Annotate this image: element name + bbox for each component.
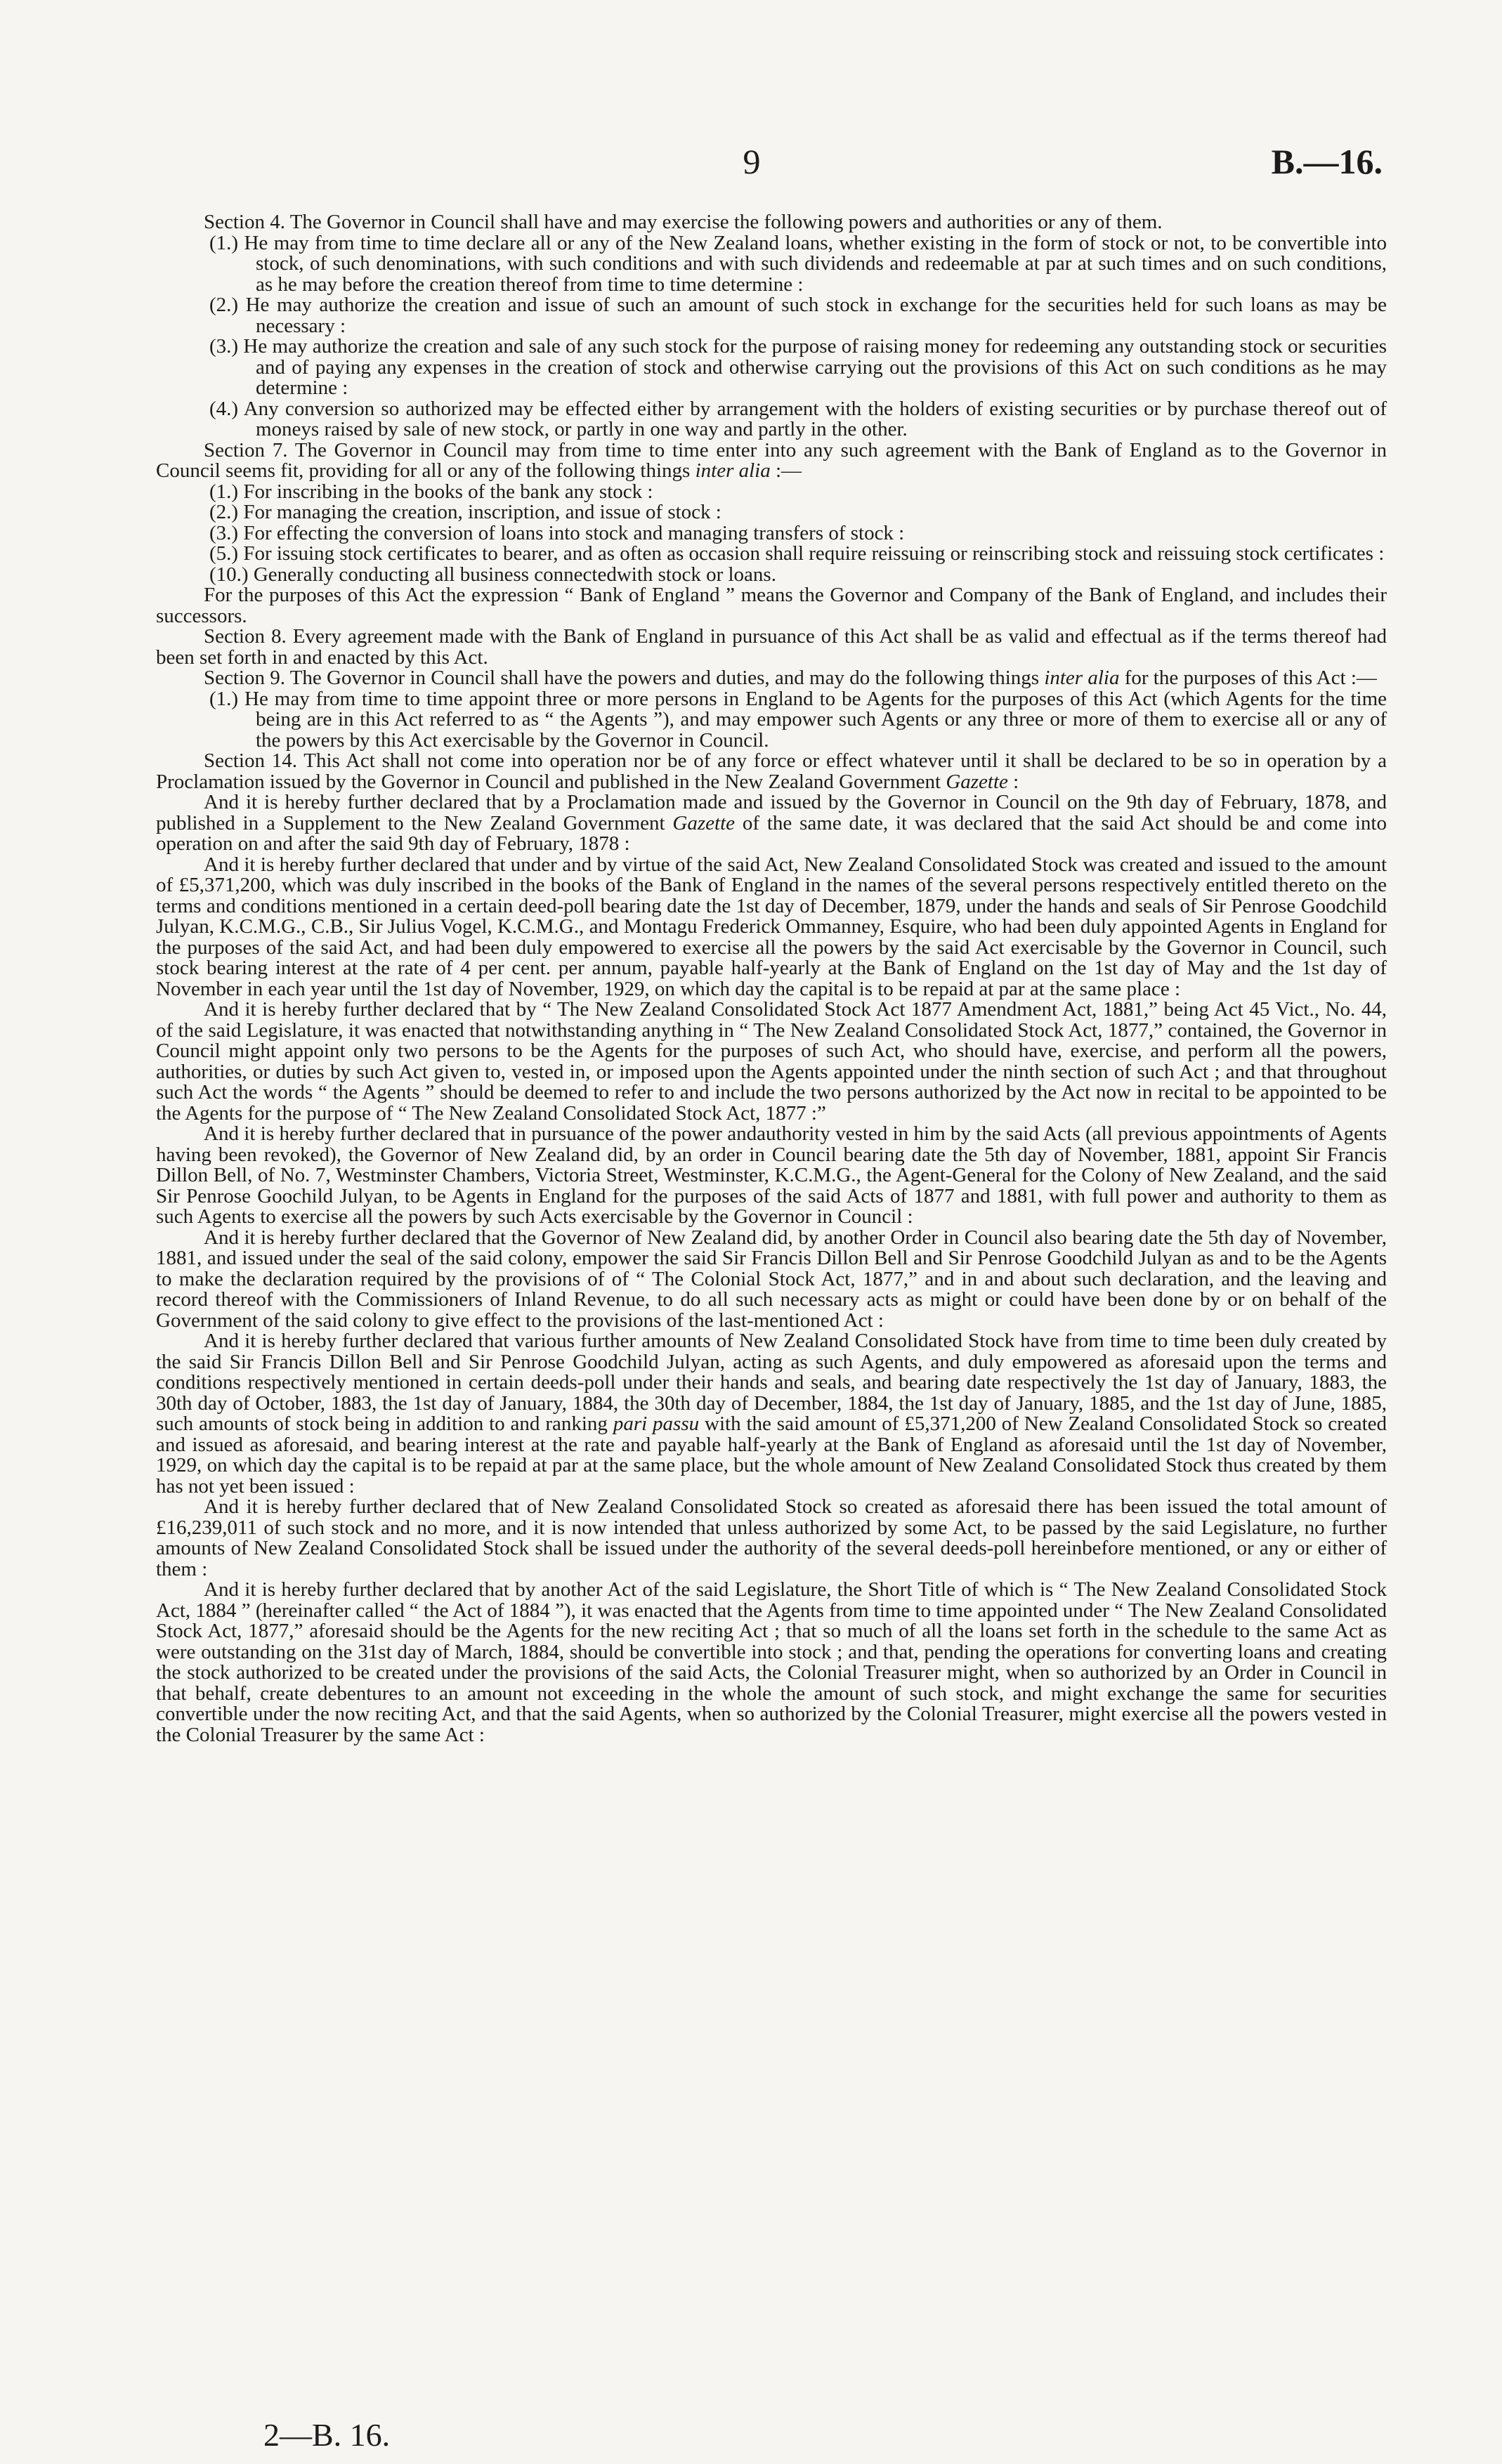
paragraph-text: (3.) He may authorize the creation and sale of any such stock for the purpose of raising money for redeeming any outstanding stock or securities and of paying any expenses in the creation of stock and otherwise carrying out the provisions of this Act on such conditions as he may determine :: [209, 335, 1387, 399]
paragraph-text: And it is hereby further declared that various further amounts of New Zealand Consolidated Stock have from time to time been duly created by the said Sir Francis Dillon Bell and Sir Penrose Goodchild Julyan, acting as such Agents, and duly empowered as aforesaid upon the terms and conditions respectively mentioned in certain deeds-poll under their hands and seals, and bearing date respectively the 1st day of January, 1883, the 30th day of October, 1883, the 1st day of January, 1884, the 30th day of December, 1884, the 1st day of January, 1885, and the 1st day of June, 1885, such amounts of stock being in addition to and ranking: [156, 1330, 1387, 1435]
paragraph: [156, 668, 1387, 689]
paragraph: [156, 440, 1387, 482]
subsection-clause: [156, 544, 1387, 565]
paragraph: [156, 1580, 1387, 1745]
paragraph-text: Section 14. This Act shall not come into operation nor be of any force or effect whatever until it shall be declared to be so in operation by a Proclamation issued by the Governor in Council and published in the New Zealand Government: [156, 749, 1387, 793]
paragraph: [156, 1331, 1387, 1497]
sheet-signature: 2—B. 16.: [263, 2417, 391, 2453]
paragraph-text: (3.) For effecting the conversion of loans into stock and managing transfers of stock :: [209, 521, 905, 544]
paragraph: [156, 1228, 1387, 1332]
paragraph-text: And it is hereby further declared that by a Proclamation made and issued by the Governor in Council on the 9th day of February, 1878, and published in a Supplement to the New Zealand Government: [156, 791, 1387, 834]
paragraph: [156, 212, 1387, 233]
paragraph-text: (1.) For inscribing in the books of the bank any stock :: [209, 480, 653, 503]
subsection-clause: [156, 689, 1387, 752]
italic-term: pari passu: [613, 1413, 700, 1435]
paragraph-text-continued: with the said amount of £5,371,200 of New Zealand Consolidated Stock so created and issued as aforesaid, and bearing interest at the rate and payable half-yearly at the Bank of England as aforesaid until the 1st day of November, 1929, on which day the capital is to be repaid at par at the same place, but the whole amount of New Zealand Consolidated Stock thus created by them has not yet been issued :: [156, 1413, 1387, 1498]
paragraph-text: And it is hereby further declared that of New Zealand Consolidated Stock so created as aforesaid there has been issued the total amount of £16,239,011 of such stock and no more, and it is now intended that unless authorized by some Act, to be passed by the said Legislature, no further amounts of New Zealand Consolidated Stock shall be issued under the authority of the several deeds-poll hereinbefore mentioned, or any or either of them :: [156, 1495, 1387, 1580]
subsection-clause: [156, 233, 1387, 296]
paragraph-text: Section 9. The Governor in Council shall have the powers and duties, and may do the following things: [204, 667, 1040, 689]
subsection-clause: [156, 482, 1387, 503]
paragraph-text: (5.) For issuing stock certificates to bearer, and as often as occasion shall require reissuing or reinscribing stock and reissuing stock certificates :: [209, 542, 1385, 565]
page-number: 9: [743, 142, 761, 181]
paragraph-text: (10.) Generally conducting all business connectedwith stock or loans.: [209, 563, 776, 586]
paragraph-text: And it is hereby further declared that under and by virtue of the said Act, New Zealand Consolidated Stock was created and issued to the amount of £5,371,200, which was duly inscribed in the books of the Bank of England in the names of the several persons respectively entitled thereto on the terms and conditions mentioned in a certain deed-poll bearing date the 1st day of December, 1879, under the hands and seals of Sir Penrose Goodchild Julyan, K.C.M.G., C.B., Sir Julius Vogel, K.C.M.G., and Montagu Frederick Ommanney, Esquire, who had been duly appointed Agents in England for the purposes of the said Act, and had been duly empowered to exercise all the powers by the said Act exercisable by the Governor in Council, such stock bearing interest at the rate of 4 per cent. per annum, payable half-yearly at the Bank of England on the 1st day of May and the 1st day of November in each year until the 1st day of November, 1929, on which day the capital is to be repaid at par at the same place :: [156, 853, 1387, 1000]
paragraph-text: (2.) He may authorize the creation and issue of such an amount of such stock in exchange for the securities held for such loans as may be necessary :: [209, 294, 1387, 337]
italic-term: Gazette: [946, 770, 1008, 793]
italic-term: inter alia: [1044, 667, 1120, 689]
paragraph: [156, 627, 1387, 668]
paragraph: [156, 1497, 1387, 1580]
paragraph-text: (4.) Any conversion so authorized may be effected either by arrangement with the holders of existing securities or by purchase thereof out of moneys raised by sale of new stock, or partly in one way and partly in the other.: [209, 397, 1387, 440]
paragraph-text: (1.) He may from time to time declare all or any of the New Zealand loans, whether existing in the form of stock or not, to be convertible into stock, of such denominations, with such conditions and with such dividends and redeemable at par at such times and on such conditions, as he may before the creation thereof from time to time determine :: [209, 231, 1387, 296]
paragraph-text-continued: of the same date, it was declared that the said Act should be and come into operation on and after the said 9th day of February, 1878 :: [156, 811, 1387, 855]
paragraph: [156, 855, 1387, 1000]
italic-term: Gazette: [672, 811, 735, 834]
document-body: [156, 212, 1387, 1745]
paragraph-text-continued: :—: [770, 459, 802, 482]
paragraph-text: And it is hereby further declared that by “ The New Zealand Consolidated Stock Act 1877 Amendment Act, 1881,” being Act 45 Vict., No. 44, of the said Legislature, it was enacted that notwithstanding anything in “ The New Zealand Consolidated Stock Act, 1877,” contained, the Governor in Council might appoint only two persons to be the Agents for the purposes of such Act, who should have, exercise, and perform all the powers, authorities, or duties by such Act given to, vested in, or imposed upon the Agents appointed under the ninth section of such Act ; and that throughout such Act the words “ the Agents ” should be deemed to refer to and include the two persons authorized by the Act now in recital to be appointed to be the Agents for the purpose of “ The New Zealand Consolidated Stock Act, 1877 :”: [156, 998, 1387, 1125]
paragraph: [156, 585, 1387, 627]
subsection-clause: [156, 295, 1387, 336]
subsection-clause: [156, 523, 1387, 544]
paragraph-text: Section 4. The Governor in Council shall have and may exercise the following powers and authorities or any of them.: [204, 211, 1163, 233]
paragraph: [156, 792, 1387, 855]
paragraph: [156, 1000, 1387, 1124]
paragraph-text-continued: for the purposes of this Act :—: [1119, 667, 1377, 689]
paragraph: [156, 1124, 1387, 1228]
paragraph: [156, 751, 1387, 792]
paragraph-text: Section 7. The Governor in Council may from time to time enter into any such agreement with the Bank of England as to the Governor in Council seems fit, providing for all or any of the following things: [156, 438, 1387, 482]
paragraph-text: And it is hereby further declared that the Governor of New Zealand did, by another Order in Council also bearing date the 5th day of November, 1881, and issued under the seal of the said colony, empower the said Sir Francis Dillon Bell and Sir Penrose Goodchild Julyan as and to be the Agents to make the declaration required by the provisions of of “ The Colonial Stock Act, 1877,” and in and about such declaration, and the leaving and record thereof with the Commissioners of Inland Revenue, to do all such necessary acts as might or could have been done by or on behalf of the Government of the said colony to give effect to the provisions of the last-mentioned Act :: [156, 1226, 1387, 1332]
subsection-clause: [156, 336, 1387, 399]
paragraph-text-continued: :: [1007, 770, 1019, 793]
italic-term: inter alia: [695, 459, 771, 482]
paragraph-text: Section 8. Every agreement made with the Bank of England in pursuance of this Act shall be as valid and effectual as if the terms thereof had been set forth in and enacted by this Act.: [156, 625, 1387, 669]
paragraph-text: (2.) For managing the creation, inscription, and issue of stock :: [209, 501, 721, 523]
paragraph-text: (1.) He may from time to time appoint three or more persons in England to be Agents for the purposes of this Act (which Agents for the time being are in this Act referred to as “ the Agents ”), and may empower such Agents or any three or more of them to exercise all or any of the powers by this Act exercisable by the Governor in Council.: [209, 687, 1387, 752]
subsection-clause: [156, 565, 1387, 586]
subsection-clause: [156, 502, 1387, 523]
paragraph-text: And it is hereby further declared that in pursuance of the power andauthority vested in him by the said Acts (all previous appointments of Agents having been revoked), the Governor of New Zealand did, by an order in Council bearing date the 5th day of November, 1881, appoint Sir Francis Dillon Bell, of No. 7, Westminster Chambers, Victoria Street, Westminster, K.C.M.G., the Agent-General for the Colony of New Zealand, and the said Sir Penrose Goochild Julyan, to be Agents in England for the purposes of the said Acts of 1877 and 1881, with full power and authority to them as such Agents to exercise all the powers by such Acts exercisable by the Governor in Council :: [156, 1122, 1387, 1228]
subsection-clause: [156, 399, 1387, 440]
document-reference: B.—16.: [1271, 142, 1383, 181]
paragraph-text: For the purposes of this Act the expression “ Bank of England ” means the Governor and Company of the Bank of England, and includes their successors.: [156, 584, 1387, 627]
paragraph-text: And it is hereby further declared that by another Act of the said Legislature, the Short Title of which is “ The New Zealand Consolidated Stock Act, 1884 ” (hereinafter called “ the Act of 1884 ”), it was enacted that the Agents from time to time appointed under “ The New Zealand Consolidated Stock Act, 1877,” aforesaid should be the Agents for the new reciting Act ; that so much of all the loans set forth in the schedule to the same Act as were outstanding on the 31st day of March, 1884, should be convertible into stock ; and that, pending the operations for converting loans and creating the stock authorized to be created under the provisions of the said Acts, the Colonial Treasurer might, when so authorized by an Order in Council in that behalf, create debentures to an amount not exceeding in the whole the amount of such stock, and might exchange the same for securities convertible under the now reciting Act, and that the said Agents, when so authorized by the Colonial Treasurer, might exercise all the powers vested in the Colonial Treasurer by the same Act :: [156, 1578, 1387, 1746]
